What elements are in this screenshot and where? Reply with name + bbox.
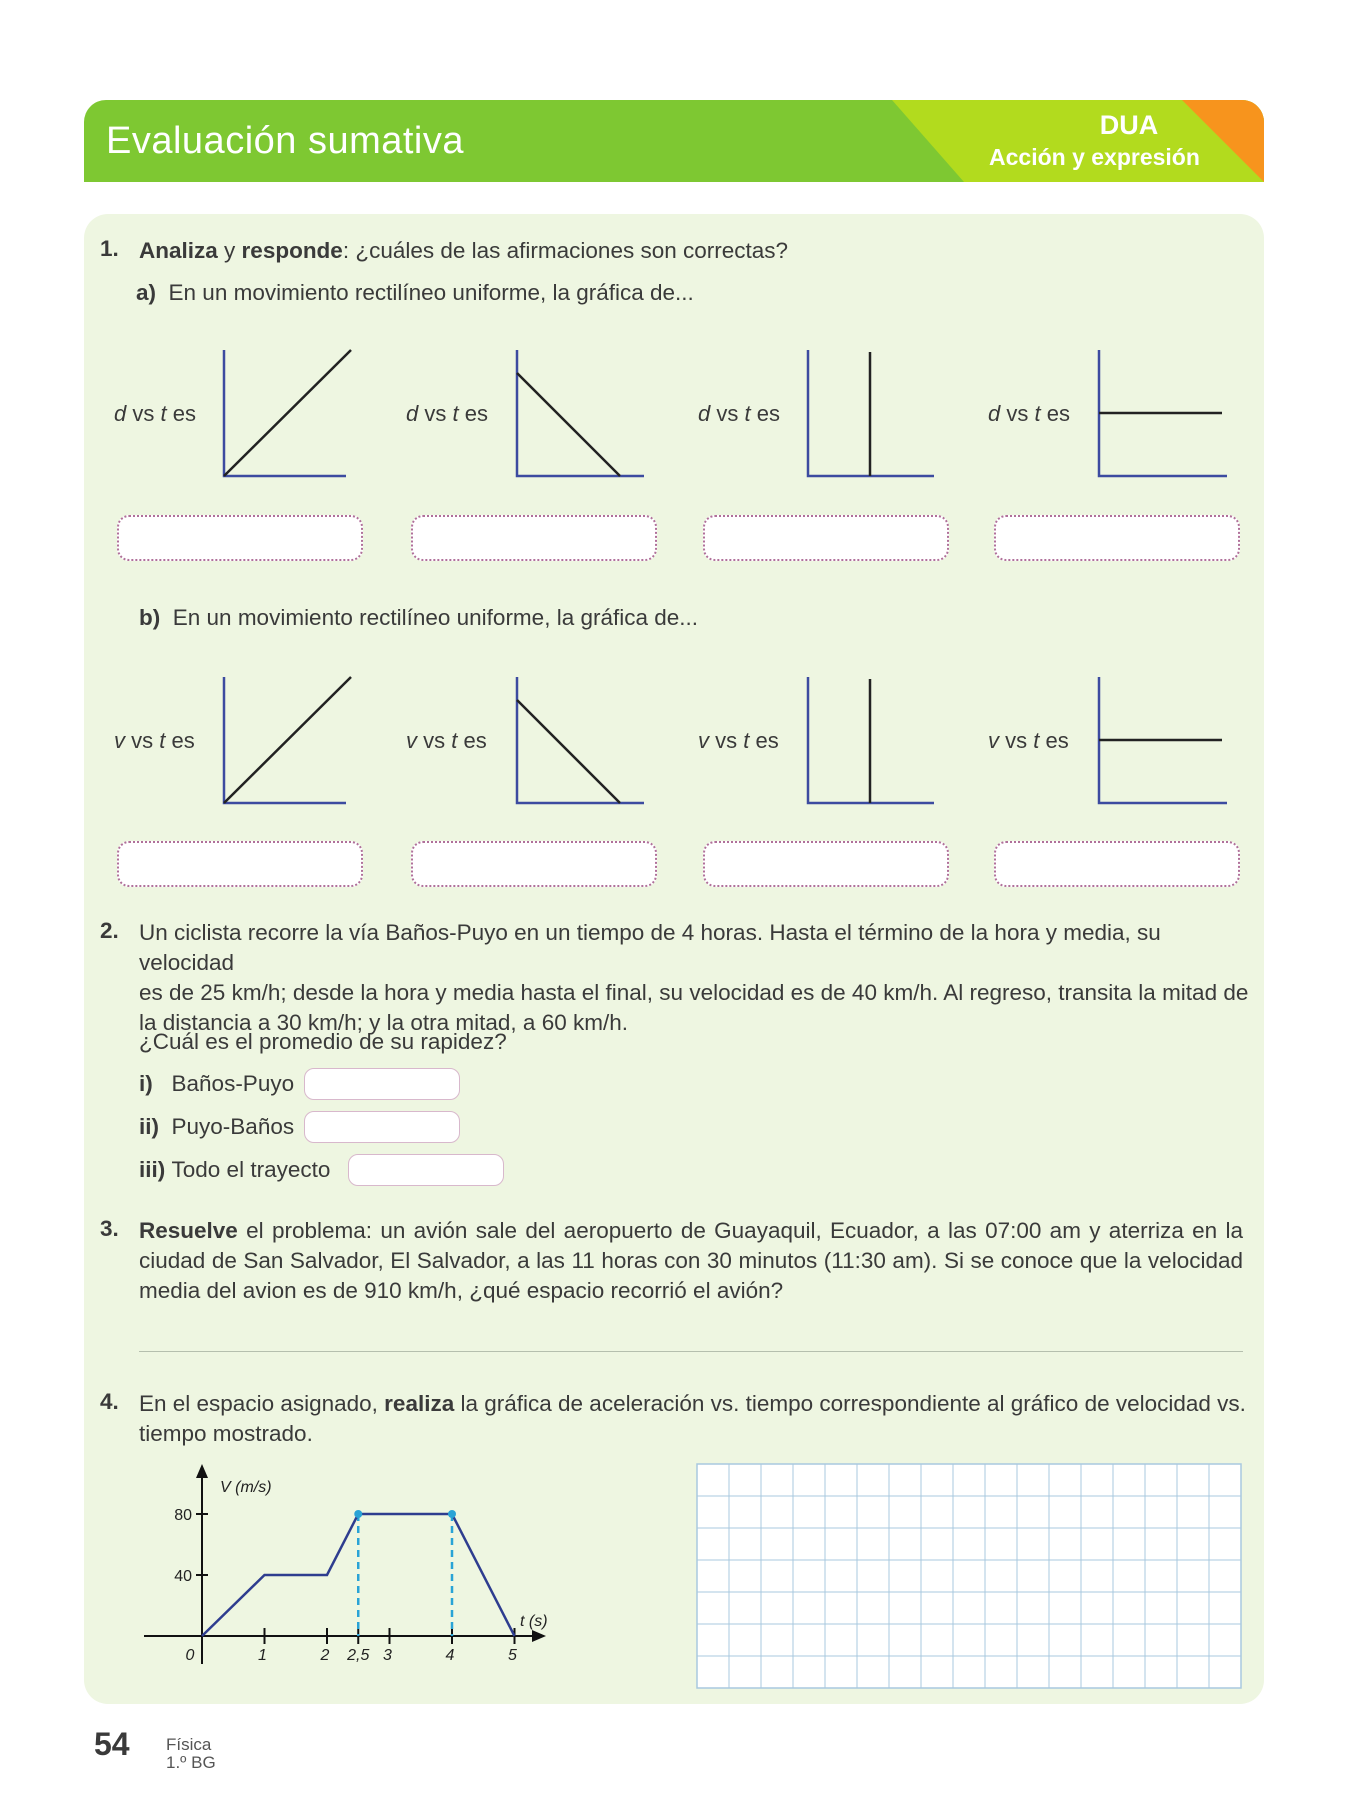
graph-horizontal-b	[1099, 677, 1227, 803]
q4-number: 4.	[100, 1389, 119, 1414]
graph-horizontal-a	[1099, 350, 1227, 476]
graph-decreasing-b	[517, 677, 644, 803]
x-tick-label: 4	[445, 1647, 455, 1664]
x-tick-label: 3	[383, 1647, 392, 1664]
x-tick-label: 0	[185, 1647, 195, 1664]
answer-box-b2[interactable]	[411, 841, 657, 887]
section-title: Evaluación sumativa	[106, 120, 465, 162]
graph-label: v vs t es	[698, 728, 779, 753]
answer-box-a1[interactable]	[117, 515, 363, 561]
answer-box-b3[interactable]	[703, 841, 949, 887]
answer-field-puyo-banos[interactable]	[304, 1111, 460, 1143]
data-point	[448, 1510, 456, 1518]
q1b-prompt: b) En un movimiento rectilíneo uniforme, la gráfica de...	[139, 605, 699, 630]
q2-item-iii: iii) Todo el trayecto	[139, 1157, 331, 1182]
y-tick-label: 80	[174, 1507, 192, 1524]
answer-box-a4[interactable]	[994, 515, 1240, 561]
grid-background	[697, 1464, 1241, 1688]
q2-item-i: i) Baños-Puyo	[139, 1071, 295, 1096]
x-tick-label: 2	[320, 1647, 330, 1664]
graph-label: v vs t es	[406, 728, 487, 753]
x-axis-label: t (s)	[520, 1613, 548, 1630]
graph-label: v vs t es	[114, 728, 195, 753]
dua-subtitle: Acción y expresión	[989, 144, 1200, 170]
answer-field-todo-trayecto[interactable]	[348, 1154, 504, 1186]
y-axis-arrow	[196, 1464, 208, 1478]
graph-label: d vs t es	[698, 401, 780, 426]
y-tick-label: 40	[174, 1568, 192, 1585]
answer-line[interactable]	[139, 1351, 1243, 1352]
q2-text: Un ciclista recorre la vía Baños-Puyo en un tiempo de 4 horas. Hasta el término de la hora y media, su velocidad es de 25 km/h; desde la hora y media hasta el final, su velocidad es de 40 km/h. Al regreso, transita la mitad de la distancia a 30 km/h; y la otra mitad, a 60 km/h.	[139, 920, 1249, 1035]
graph-label: d vs t es	[114, 401, 196, 426]
graph-increasing-a	[224, 350, 351, 476]
footer-subject: Física	[166, 1735, 212, 1754]
graph-label: d vs t es	[988, 401, 1070, 426]
page-number: 54	[94, 1726, 130, 1762]
x-tick-label: 5	[508, 1647, 517, 1664]
q2-number: 2.	[100, 918, 119, 943]
graph-decreasing-a	[517, 350, 644, 476]
dua-title: DUA	[1099, 110, 1159, 140]
q2-item-ii: ii) Puyo-Baños	[139, 1114, 295, 1139]
graph-vertical-b	[808, 677, 934, 803]
q4-text: En el espacio asignado, realiza la gráfica de aceleración vs. tiempo correspondiente al gráfico de velocidad vs. tiempo mostrado.	[139, 1391, 1246, 1446]
answer-grid[interactable]	[696, 1463, 1246, 1693]
q1-prompt: Analiza y responde: ¿cuáles de las afirmaciones son correctas?	[139, 238, 789, 263]
answer-box-b4[interactable]	[994, 841, 1240, 887]
y-axis-label: V (m/s)	[220, 1479, 272, 1496]
q1-number: 1.	[100, 236, 119, 261]
graph-label: d vs t es	[406, 401, 488, 426]
answer-box-b1[interactable]	[117, 841, 363, 887]
graph-label: v vs t es	[988, 728, 1069, 753]
answer-box-a2[interactable]	[411, 515, 657, 561]
x-tick-label: 2,5	[347, 1647, 370, 1664]
footer-grade: 1.º BG	[166, 1753, 216, 1772]
answer-box-a3[interactable]	[703, 515, 949, 561]
x-axis-arrow	[532, 1630, 546, 1642]
q3-text: Resuelve el problema: un avión sale del aeropuerto de Guayaquil, Ecuador, a las 07:00 am y aterriza en la ciudad de San Salvador, El Salvador, a las 11 horas con 30 minutos (11:30 am). Si se conoce que la velocidad media del avion es de 910 km/h, ¿qué espacio recorrió el avión?	[139, 1218, 1243, 1303]
q2-question: ¿Cuál es el promedio de su rapidez?	[139, 1029, 507, 1054]
graph-increasing-b	[224, 677, 351, 803]
q1a-prompt: a) En un movimiento rectilíneo uniforme, la gráfica de...	[136, 280, 694, 305]
q3-number: 3.	[100, 1216, 119, 1241]
velocity-time-chart	[130, 1460, 570, 1680]
answer-field-banos-puyo[interactable]	[304, 1068, 460, 1100]
graph-vertical-a	[808, 350, 934, 476]
data-point	[354, 1510, 362, 1518]
x-tick-label: 1	[258, 1647, 267, 1664]
